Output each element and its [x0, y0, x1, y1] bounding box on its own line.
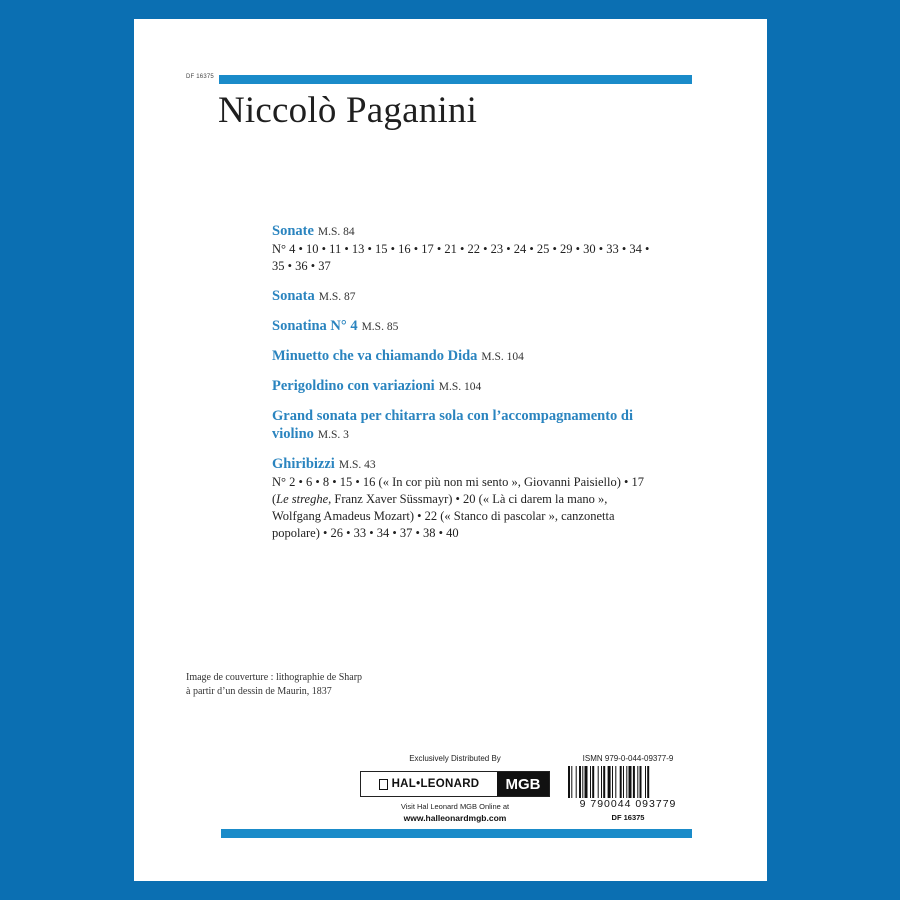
back-cover	[134, 19, 767, 881]
work-item	[272, 317, 652, 335]
barcode-bar	[579, 766, 581, 798]
work-detail-part: N° 2 • 6 • 8 • 15 • 16 (« In cor più non mi sento », Giovanni Paisiello) • 17 (	[272, 475, 644, 506]
work-item	[272, 455, 652, 542]
work-title: Ghiribizzi	[272, 456, 335, 472]
barcode-bar	[568, 766, 570, 798]
work-title: Sonatina N° 4	[272, 318, 358, 334]
visit-label: Visit Hal Leonard MGB Online at	[400, 802, 510, 811]
work-title: Grand sonata per chitarra sola con l’accompagnamento di violino	[272, 408, 634, 442]
work-item	[272, 287, 652, 305]
barcode-bar	[629, 766, 632, 798]
work-detail	[272, 474, 652, 542]
work-title: Minuetto che va chiamando Dida	[272, 348, 478, 364]
barcode-bar	[608, 766, 611, 798]
work-ms: M.S. 104	[438, 381, 482, 393]
work-ms: M.S. 3	[317, 429, 349, 441]
work-title: Perigoldino con variazioni	[272, 378, 435, 394]
bottom-rule	[221, 829, 692, 838]
barcode-catalog-code: DF 16375	[611, 813, 645, 822]
work-detail: N° 4 • 10 • 11 • 13 • 15 • 16 • 17 • 21 • 22 • 23 • 24 • 25 • 29 • 30 • 33 • 34 • 35 • 36 • 37	[272, 242, 650, 273]
distributed-by-label: Exclusively Distributed By	[409, 754, 501, 763]
work-detail-italic: Le streghe	[276, 492, 329, 506]
barcode-bar	[612, 766, 613, 798]
work-ms: M.S. 84	[317, 226, 355, 238]
barcode-bar	[592, 766, 594, 798]
barcode-bar	[626, 766, 627, 798]
hal-leonard-mgb-logo	[360, 771, 550, 797]
barcode-bar	[645, 766, 646, 798]
barcode-bar	[633, 766, 635, 798]
barcode-bar	[620, 766, 622, 798]
barcode-bar	[637, 766, 638, 798]
work-title: Sonata	[272, 288, 315, 304]
logo-left-text: HAL•LEONARD	[391, 778, 480, 790]
distributor-block	[360, 754, 550, 823]
barcode-bar	[615, 766, 616, 798]
barcode-bar	[598, 766, 599, 798]
work-item	[272, 377, 652, 395]
website-link[interactable]: www.halleonardmgb.com	[403, 813, 507, 823]
work-detail-part: , Franz Xaver Süssmayr) • 20 (« Là ci darem la mano », Wolfgang Amadeus Mozart) • 22 (« Stanco di pascolar », canzonetta popolare) • 26 • 33 • 34 • 37 • 38 • 40	[272, 492, 615, 540]
barcode-bar	[640, 766, 642, 798]
work-item	[272, 347, 652, 365]
barcode-bar	[603, 766, 605, 798]
top-rule	[219, 75, 692, 84]
work-item	[272, 407, 652, 443]
work-ms: M.S. 87	[318, 291, 356, 303]
cover-credit-line: Image de couverture : lithographie de Sharp	[186, 672, 363, 683]
barcode-bar	[601, 766, 602, 798]
ismn-number: ISMN 979-0-044-09377-9	[582, 754, 674, 763]
barcode-bar	[585, 766, 588, 798]
barcode-digits: 9 790044 093779	[579, 798, 677, 810]
cover-credit-line: à partir d’un dessin de Maurin, 1837	[186, 686, 332, 697]
barcode-bar	[571, 766, 572, 798]
barcode-bar	[576, 766, 577, 798]
work-item	[272, 222, 652, 275]
work-ms: M.S. 43	[338, 459, 376, 471]
barcode-bar	[647, 766, 649, 798]
hal-leonard-mark-icon	[379, 779, 388, 790]
work-ms: M.S. 104	[481, 351, 524, 363]
barcode-block	[562, 754, 694, 822]
barcode-bar	[590, 766, 591, 798]
composer-name: Niccolò Paganini	[218, 90, 478, 131]
barcode-bar	[623, 766, 624, 798]
cover-credit	[186, 671, 446, 699]
work-ms: M.S. 85	[361, 321, 399, 333]
logo-right-text: MGB	[497, 772, 549, 796]
catalog-code-top: DF 16375	[186, 74, 214, 80]
work-title: Sonate	[272, 223, 314, 239]
barcode-bar	[582, 766, 583, 798]
works-list	[272, 222, 652, 554]
